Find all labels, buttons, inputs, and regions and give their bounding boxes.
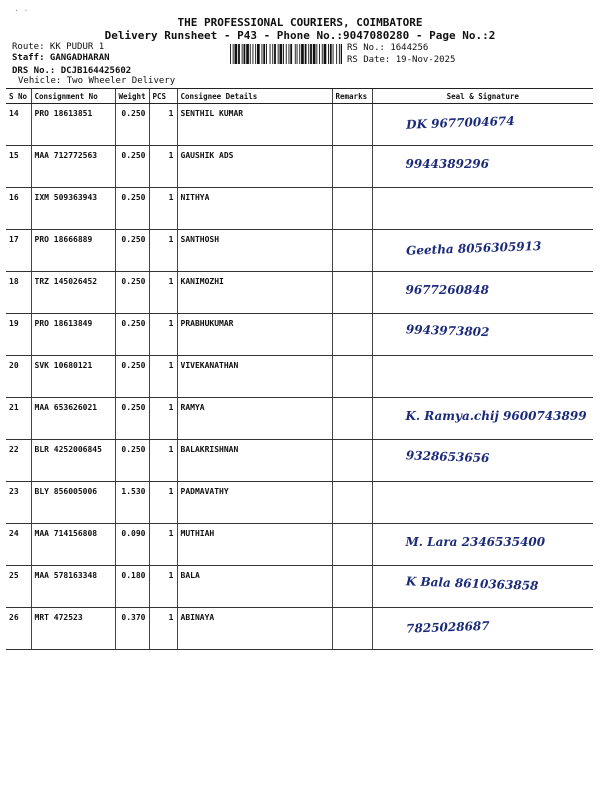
- signature-cell: [372, 524, 593, 566]
- sno-cell: 17: [6, 230, 31, 272]
- table-row: [6, 356, 593, 398]
- signature-cell: [372, 440, 593, 482]
- handwritten-signature: [375, 483, 590, 496]
- table-row: [6, 146, 593, 188]
- consignment-cell: MAA 714156808: [31, 524, 115, 566]
- consignee-cell: ABINAYA: [177, 608, 332, 650]
- runsheet-subtitle: Delivery Runsheet - P43 - Phone No.:9047080280 - Page No.:2: [104, 29, 496, 42]
- pcs-cell: 1: [149, 524, 177, 566]
- consignee-cell: SENTHIL KUMAR: [177, 104, 332, 146]
- consignee-cell: MUTHIAH: [177, 524, 332, 566]
- handwritten-signature: [375, 189, 590, 202]
- consignment-cell: TRZ 145026452: [31, 272, 115, 314]
- signature-cell: [372, 230, 593, 272]
- pcs-cell: 1: [149, 440, 177, 482]
- pcs-cell: 1: [149, 314, 177, 356]
- col-sno: S No: [6, 89, 31, 104]
- consignment-cell: SVK 10680121: [31, 356, 115, 398]
- consignee-cell: SANTHOSH: [177, 230, 332, 272]
- pcs-cell: 1: [149, 230, 177, 272]
- table-row: [6, 398, 593, 440]
- table-row: [6, 272, 593, 314]
- weight-cell: 0.250: [115, 230, 149, 272]
- remarks-cell: [332, 146, 372, 188]
- sno-cell: 26: [6, 608, 31, 650]
- remarks-cell: [332, 188, 372, 230]
- signature-cell: [372, 272, 593, 314]
- col-consignee: Consignee Details: [177, 89, 332, 104]
- signature-cell: [372, 188, 593, 230]
- consignee-cell: RAMYA: [177, 398, 332, 440]
- col-signature: Seal & Signature: [372, 89, 593, 104]
- consignee-cell: GAUSHIK ADS: [177, 146, 332, 188]
- handwritten-signature: DK 9677004674: [405, 113, 515, 132]
- sno-cell: 16: [6, 188, 31, 230]
- handwritten-signature: M. Lara 2346535400: [405, 535, 546, 549]
- handwritten-signature: 7825028687: [405, 618, 490, 636]
- remarks-cell: [332, 482, 372, 524]
- pcs-cell: 1: [149, 398, 177, 440]
- weight-cell: 0.250: [115, 314, 149, 356]
- remarks-cell: [332, 272, 372, 314]
- table-row: [6, 104, 593, 146]
- barcode-image: [230, 44, 342, 64]
- handwritten-signature: [375, 357, 590, 370]
- handwritten-signature: 9943973802: [405, 322, 490, 340]
- consignee-cell: NITHYA: [177, 188, 332, 230]
- consignee-cell: PADMAVATHY: [177, 482, 332, 524]
- weight-cell: 0.250: [115, 272, 149, 314]
- handwritten-signature: K Bala 8610363858: [405, 574, 539, 593]
- consignment-cell: MRT 472523: [31, 608, 115, 650]
- company-title: THE PROFESSIONAL COURIERS, COIMBATORE: [177, 16, 423, 29]
- consignment-cell: BLY 856005006: [31, 482, 115, 524]
- signature-cell: [372, 398, 593, 440]
- weight-cell: 0.250: [115, 440, 149, 482]
- sno-cell: 23: [6, 482, 31, 524]
- remarks-cell: [332, 524, 372, 566]
- consignment-cell: PRO 18613849: [31, 314, 115, 356]
- sno-cell: 18: [6, 272, 31, 314]
- pcs-cell: 1: [149, 356, 177, 398]
- col-consignment: Consignment No: [31, 89, 115, 104]
- weight-cell: 0.370: [115, 608, 149, 650]
- table-row: [6, 566, 593, 608]
- weight-cell: 0.090: [115, 524, 149, 566]
- signature-cell: [372, 566, 593, 608]
- pcs-cell: 1: [149, 566, 177, 608]
- col-remarks: Remarks: [332, 89, 372, 104]
- sno-cell: 21: [6, 398, 31, 440]
- handwritten-signature: 9328653656: [405, 448, 490, 466]
- table-row: [6, 314, 593, 356]
- consignment-cell: BLR 4252006845: [31, 440, 115, 482]
- rs-date: RS Date: 19-Nov-2025: [347, 55, 456, 65]
- sno-cell: 24: [6, 524, 31, 566]
- signature-cell: [372, 482, 593, 524]
- consignment-cell: MAA 578163348: [31, 566, 115, 608]
- sno-cell: 25: [6, 566, 31, 608]
- signature-cell: [372, 608, 593, 650]
- remarks-cell: [332, 566, 372, 608]
- weight-cell: 0.250: [115, 146, 149, 188]
- handwritten-signature: Geetha 8056305913: [405, 238, 542, 258]
- sno-cell: 20: [6, 356, 31, 398]
- consignment-cell: MAA 653626021: [31, 398, 115, 440]
- consignee-cell: VIVEKANATHAN: [177, 356, 332, 398]
- col-weight: Weight: [115, 89, 149, 104]
- weight-cell: 0.180: [115, 566, 149, 608]
- route-label: Route: KK PUDUR 1: [12, 42, 105, 52]
- remarks-cell: [332, 314, 372, 356]
- scan-marks: · ·: [14, 6, 29, 15]
- consignment-cell: PRO 18666889: [31, 230, 115, 272]
- remarks-cell: [332, 104, 372, 146]
- remarks-cell: [332, 230, 372, 272]
- sno-cell: 15: [6, 146, 31, 188]
- sno-cell: 14: [6, 104, 31, 146]
- consignment-cell: PRO 18613851: [31, 104, 115, 146]
- weight-cell: 1.530: [115, 482, 149, 524]
- pcs-cell: 1: [149, 104, 177, 146]
- table-header-row: [6, 89, 593, 104]
- handwritten-signature: 9677260848: [405, 283, 489, 297]
- remarks-cell: [332, 398, 372, 440]
- table-row: [6, 608, 593, 650]
- pcs-cell: 1: [149, 188, 177, 230]
- remarks-cell: [332, 440, 372, 482]
- consignee-cell: BALA: [177, 566, 332, 608]
- rs-number: RS No.: 1644256: [347, 43, 429, 53]
- pcs-cell: 1: [149, 272, 177, 314]
- table-row: [6, 482, 593, 524]
- pcs-cell: 1: [149, 482, 177, 524]
- sno-cell: 19: [6, 314, 31, 356]
- signature-cell: [372, 314, 593, 356]
- remarks-cell: [332, 356, 372, 398]
- signature-cell: [372, 146, 593, 188]
- remarks-cell: [332, 608, 372, 650]
- col-pcs: PCS: [149, 89, 177, 104]
- handwritten-signature: K. Ramya.chij 9600743899: [405, 409, 587, 423]
- signature-cell: [372, 104, 593, 146]
- handwritten-signature: 9944389296: [405, 157, 489, 171]
- drs-label: DRS No.: DCJB164425602: [12, 66, 132, 76]
- weight-cell: 0.250: [115, 356, 149, 398]
- consignee-cell: KANIMOZHI: [177, 272, 332, 314]
- consignee-cell: PRABHUKUMAR: [177, 314, 332, 356]
- signature-cell: [372, 356, 593, 398]
- delivery-table: [6, 88, 593, 650]
- consignment-cell: MAA 712772563: [31, 146, 115, 188]
- consignee-cell: BALAKRISHNAN: [177, 440, 332, 482]
- vehicle-label: Vehicle: Two Wheeler Delivery: [18, 76, 176, 86]
- sno-cell: 22: [6, 440, 31, 482]
- weight-cell: 0.250: [115, 188, 149, 230]
- table-row: [6, 188, 593, 230]
- pcs-cell: 1: [149, 146, 177, 188]
- staff-label: Staff: GANGADHARAN: [12, 53, 110, 63]
- consignment-cell: IXM 509363943: [31, 188, 115, 230]
- weight-cell: 0.250: [115, 398, 149, 440]
- weight-cell: 0.250: [115, 104, 149, 146]
- table-row: [6, 440, 593, 482]
- table-row: [6, 230, 593, 272]
- pcs-cell: 1: [149, 608, 177, 650]
- table-row: [6, 524, 593, 566]
